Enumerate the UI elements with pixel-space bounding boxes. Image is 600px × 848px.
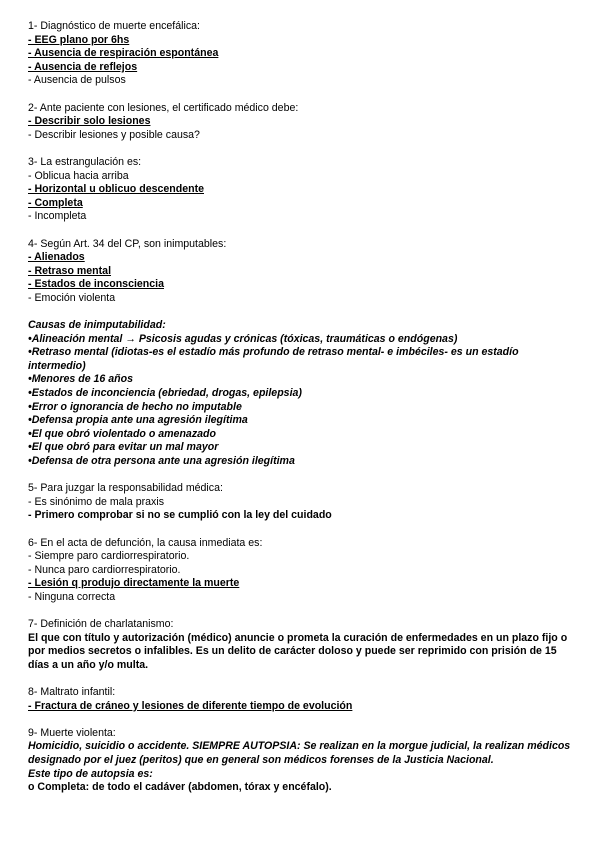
answer-option-correct: - Primero comprobar si no se cumplió con la ley del cuidado bbox=[28, 509, 332, 522]
answer-option: - Nunca paro cardiorrespiratorio. bbox=[28, 563, 181, 576]
answer-option: - Ninguna correcta bbox=[28, 590, 116, 603]
question-title: 9- Muerte violenta: bbox=[28, 726, 116, 739]
answer-option-correct: - Retraso mental bbox=[28, 264, 112, 277]
causa-item: •El que obró violentado o amenazado bbox=[28, 427, 216, 440]
answer-text: El que con título y autorización (médico) anuncie o prometa la curación de enfermedades en un plazo fijo o por medios secretos o infalibles. Es un delito de carácter doloso y puede ser reprimido con prisión de 15 días a un año y/o multa. bbox=[28, 631, 568, 671]
question-6 bbox=[28, 537, 576, 605]
question-title: 1- Diagnóstico de muerte encefálica: bbox=[28, 20, 200, 32]
question-title: 7- Definición de charlatanismo: bbox=[28, 618, 174, 631]
answer-option-correct: - Lesión q produjo directamente la muerte bbox=[28, 577, 240, 590]
causa-item: •Estados de inconciencia (ebriedad, drogas, epilepsia) bbox=[28, 387, 302, 400]
question-4 bbox=[28, 238, 576, 306]
answer-option-correct: - Describir solo lesiones bbox=[28, 115, 151, 128]
answer-option-correct: - Completa bbox=[28, 196, 83, 209]
question-2 bbox=[28, 102, 576, 143]
answer-text: Homicidio, suicidio o accidente. SIEMPRE AUTOPSIA: Se realizan en la morgue judicial, la realizan médicos designado por el juez (peritos) que en general son médicos forenses de la Justicia Nacional. bbox=[28, 740, 571, 767]
answer-option: - Incompleta bbox=[28, 210, 87, 223]
question-8 bbox=[28, 686, 576, 713]
document-content bbox=[28, 20, 576, 808]
answer-option: - Siempre paro cardiorrespiratorio. bbox=[28, 550, 190, 563]
causa-item: •Defensa propia ante una agresión ilegítima bbox=[28, 414, 248, 427]
causa-item: •Defensa de otra persona ante una agresión ilegítima bbox=[28, 455, 295, 467]
answer-option-correct: - Estados de inconsciencia bbox=[28, 278, 164, 291]
question-title: 5- Para juzgar la responsabilidad médica: bbox=[28, 482, 223, 495]
question-1 bbox=[28, 20, 576, 88]
question-9 bbox=[28, 727, 576, 795]
question-title: 2- Ante paciente con lesiones, el certificado médico debe: bbox=[28, 101, 299, 114]
causa-item: •Alineación mental → Psicosis agudas y crónicas (tóxicas, traumáticas o endógenas) bbox=[28, 332, 458, 345]
answer-option-correct: - Fractura de cráneo y lesiones de diferente tiempo de evolución bbox=[28, 699, 353, 712]
answer-option: - Oblicua hacia arriba bbox=[28, 169, 129, 182]
question-title: 8- Maltrato infantil: bbox=[28, 686, 116, 699]
answer-option-correct: - Ausencia de reflejos bbox=[28, 60, 138, 73]
question-title: 4- Según Art. 34 del CP, son inimputables: bbox=[28, 237, 227, 250]
question-3 bbox=[28, 156, 576, 224]
question-title: 3- La estrangulación es: bbox=[28, 155, 142, 168]
answer-option: - Describir lesiones y posible causa? bbox=[28, 128, 200, 141]
answer-option-correct: - Ausencia de respiración espontánea bbox=[28, 47, 219, 60]
causa-item: •El que obró para evitar un mal mayor bbox=[28, 441, 219, 454]
question-title: 6- En el acta de defunción, la causa inmediata es: bbox=[28, 536, 263, 549]
sub-item: o Completa: de todo el cadáver (abdomen, tórax y encéfalo). bbox=[28, 781, 332, 794]
causa-item: •Error o ignorancia de hecho no imputable bbox=[28, 400, 242, 413]
answer-option: - Es sinónimo de mala praxis bbox=[28, 495, 165, 508]
causa-item: •Retraso mental (idiotas-es el estadío más profundo de retraso mental- e imbéciles- es un estadío intermedio) bbox=[28, 346, 519, 372]
sub-heading: Este tipo de autopsia es: bbox=[28, 767, 153, 780]
causa-item: •Menores de 16 años bbox=[28, 373, 133, 386]
answer-option: - Ausencia de pulsos bbox=[28, 74, 126, 87]
question-7 bbox=[28, 618, 576, 672]
question-5 bbox=[28, 482, 576, 523]
causas-inimputabilidad bbox=[28, 319, 576, 469]
answer-option-correct: - Alienados bbox=[28, 251, 85, 264]
answer-option-correct: - Horizontal u oblicuo descendente bbox=[28, 183, 204, 196]
section-heading: Causas de inimputabilidad: bbox=[28, 319, 166, 332]
answer-option: - Emoción violenta bbox=[28, 291, 116, 304]
answer-option-correct: - EEG plano por 6hs bbox=[28, 33, 130, 46]
